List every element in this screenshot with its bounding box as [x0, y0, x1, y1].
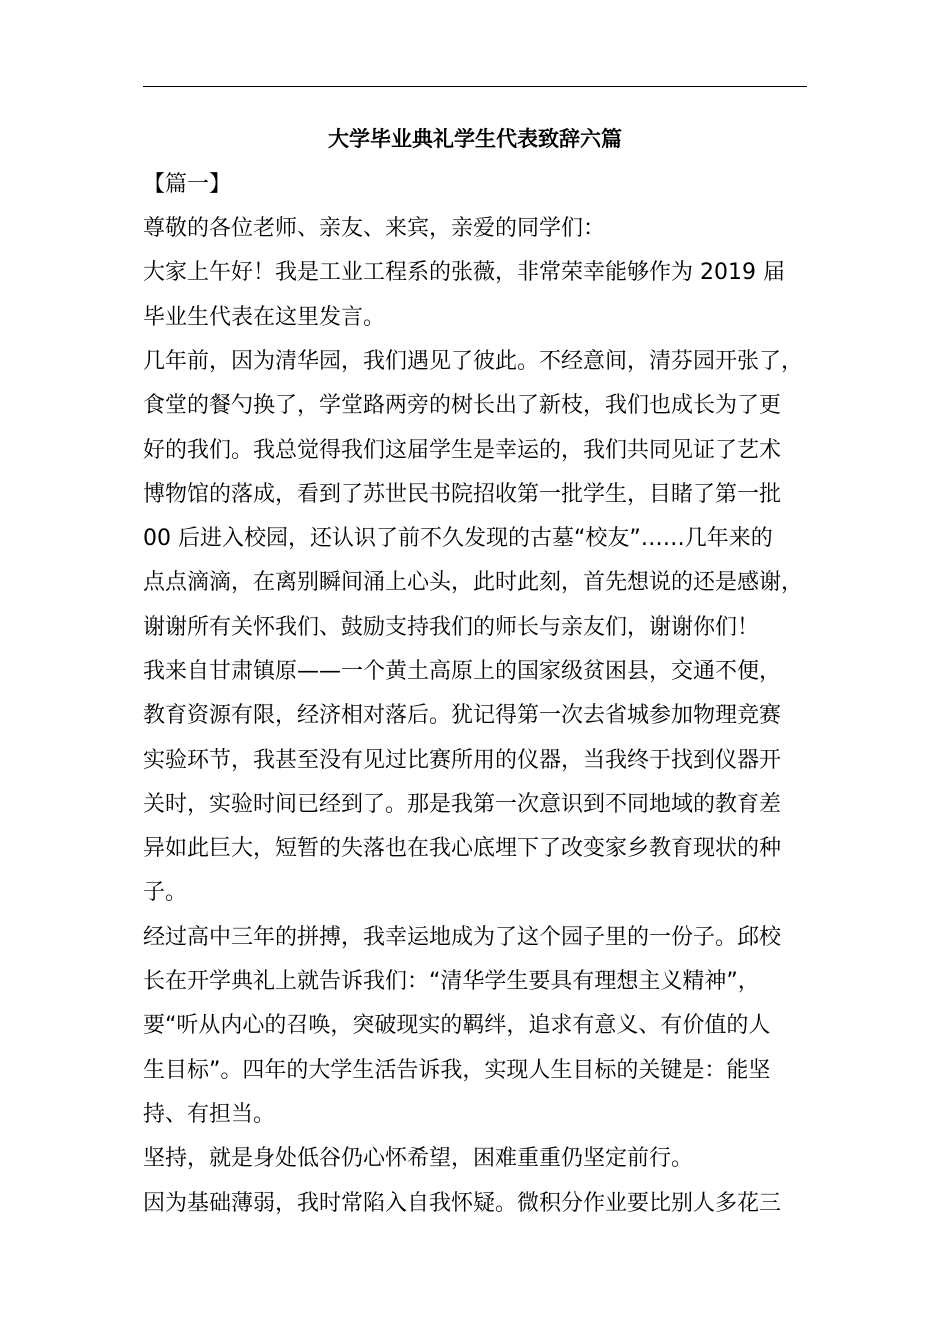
text-line: 毕业生代表在这里发言。: [143, 305, 386, 330]
text-line: 博物馆的落成，看到了苏世民书院招收第一批学生，目睹了第一批: [143, 482, 782, 507]
header-rule: [143, 86, 807, 87]
text-line: 因为基础薄弱，我时常陷入自我怀疑。微积分作业要比别人多花三: [143, 1191, 782, 1216]
text-line: 00 后进入校园，还认识了前不久发现的古墓“校友”……几年来的: [143, 526, 773, 551]
text-line: 谢谢所有关怀我们、鼓励支持我们的师长与亲友们，谢谢你们！: [143, 615, 760, 640]
text-line: 持、有担当。: [143, 1102, 276, 1127]
text-line: 生目标”。四年的大学生活告诉我，实现人生目标的关键是：能坚: [143, 1058, 771, 1083]
text-line: 点点滴滴，在离别瞬间涌上心头，此时此刻，首先想说的还是感谢，: [143, 570, 804, 595]
text-line: 坚持，就是身处低谷仍心怀希望，困难重重仍坚定前行。: [143, 1146, 694, 1171]
text-line: 子。: [143, 880, 188, 905]
document-title: 大学毕业典礼学生代表致辞六篇: [328, 127, 622, 151]
text-line: 要“听从内心的召唤，突破现实的羁绊，追求有意义、有价值的人: [143, 1013, 771, 1038]
text-line: 异如此巨大，短暂的失落也在我心底埋下了改变家乡教育现状的种: [143, 836, 782, 861]
text-line: 好的我们。我总觉得我们这届学生是幸运的，我们共同见证了艺术: [143, 438, 782, 463]
text-line: 【篇一】: [143, 172, 232, 197]
text-line: 关时，实验时间已经到了。那是我第一次意识到不同地域的教育差: [143, 792, 782, 817]
text-line: 尊敬的各位老师、亲友、来宾，亲爱的同学们：: [143, 216, 606, 241]
text-line: 长在开学典礼上就告诉我们：“清华学生要具有理想主义精神”，: [143, 969, 760, 994]
text-line: 经过高中三年的拼搏，我幸运地成为了这个园子里的一份子。邱校: [143, 925, 782, 950]
text-line: 大家上午好！我是工业工程系的张薇，非常荣幸能够作为 2019 届: [143, 260, 785, 285]
text-line: 实验环节，我甚至没有见过比赛所用的仪器，当我终于找到仪器开: [143, 748, 782, 773]
text-line: 几年前，因为清华园，我们遇见了彼此。不经意间，清芬园开张了，: [143, 349, 804, 374]
text-line: 教育资源有限，经济相对落后。犹记得第一次去省城参加物理竞赛: [143, 703, 782, 728]
text-line: 我来自甘肃镇原——一个黄土高原上的国家级贫困县，交通不便，: [143, 659, 782, 684]
text-line: 食堂的餐勺换了，学堂路两旁的树长出了新枝，我们也成长为了更: [143, 393, 782, 418]
